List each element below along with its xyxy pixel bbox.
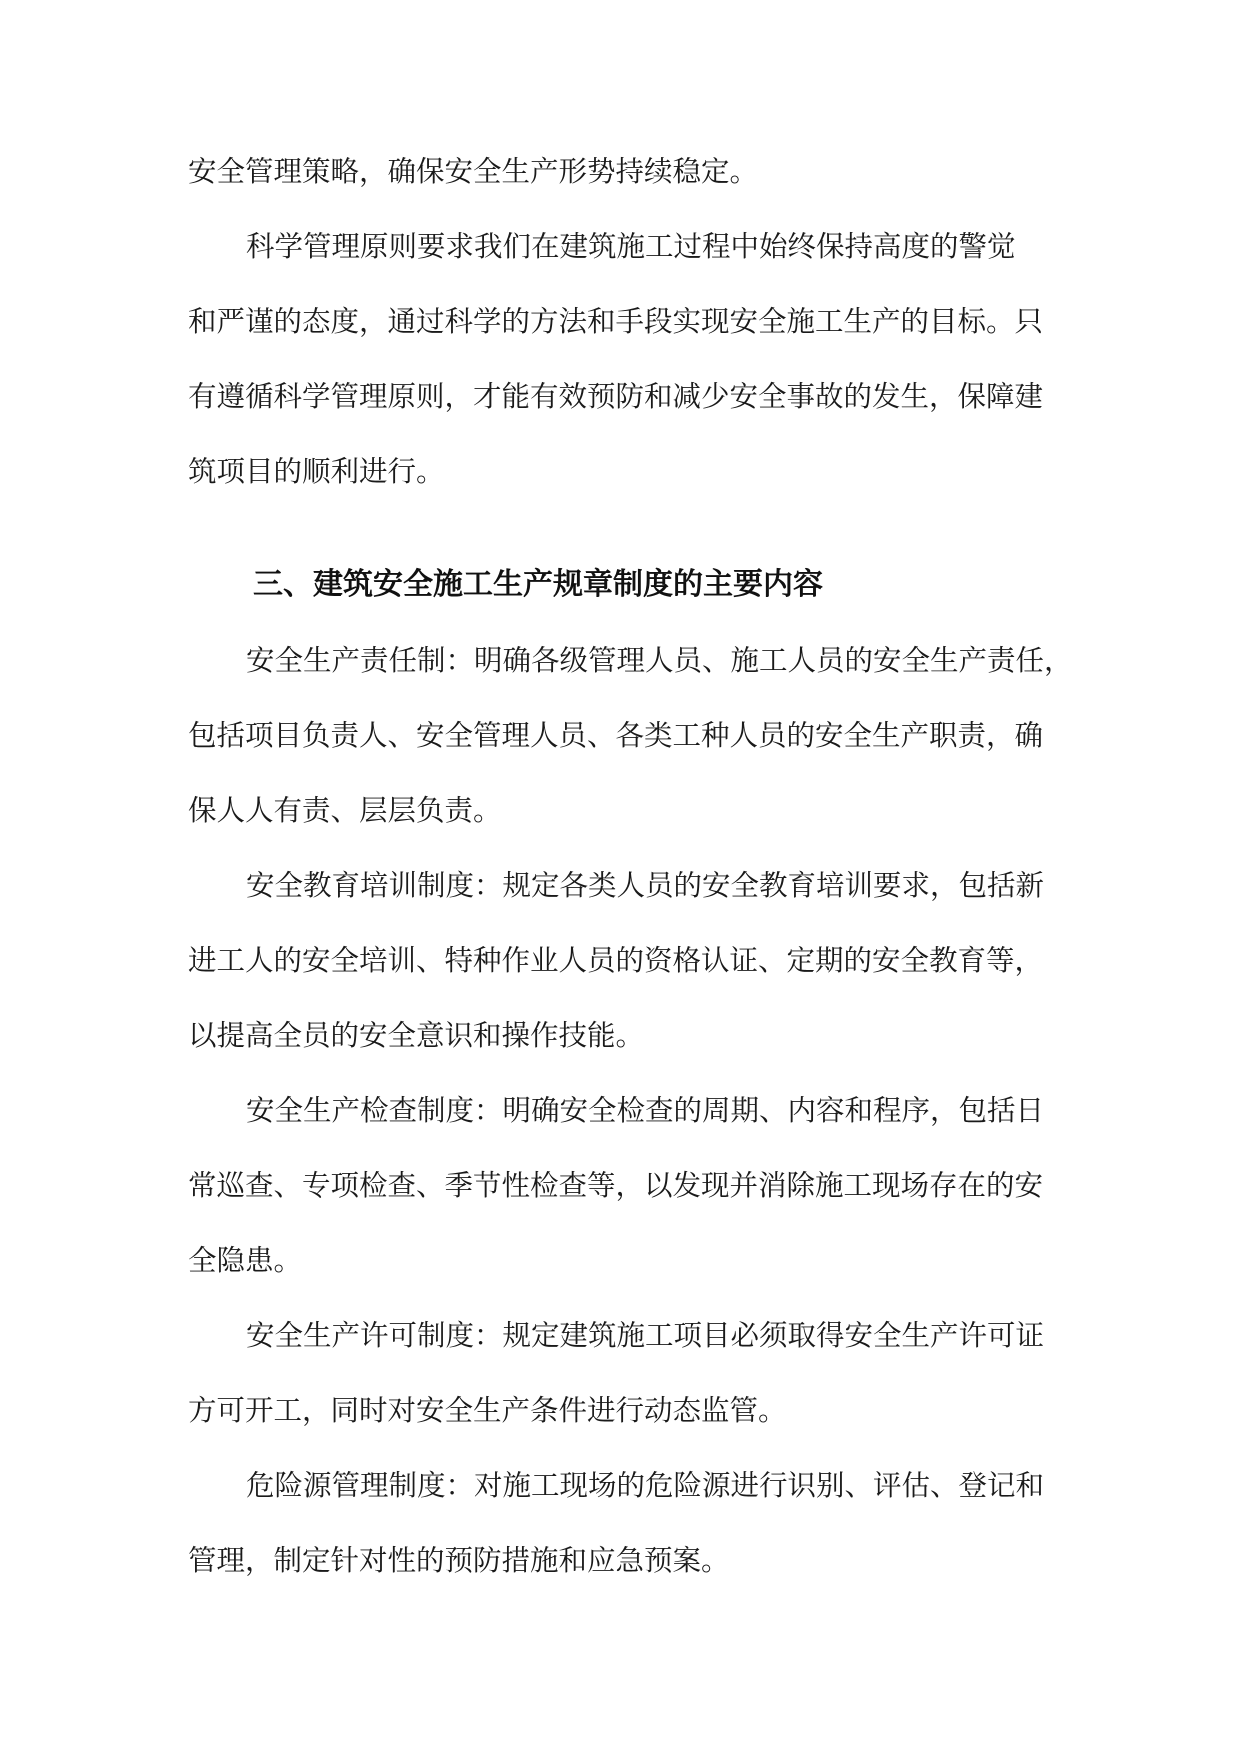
principle-line-1: 科学管理原则要求我们在建筑施工过程中始终保持高度的警觉: [246, 230, 1016, 263]
principle-line-3: 有遵循科学管理原则，才能有效预防和减少安全事故的发生，保障建: [188, 380, 1044, 413]
principle-line-4: 筑项目的顺利进行。: [188, 455, 445, 488]
training-line-2: 进工人的安全培训、特种作业人员的资格认证、定期的安全教育等，: [188, 944, 1044, 977]
license-line-1: 安全生产许可制度：规定建筑施工项目必须取得安全生产许可证: [246, 1319, 1045, 1352]
inspection-line-2: 常巡查、专项检查、季节性检查等，以发现并消除施工现场存在的安: [188, 1169, 1044, 1202]
inspection-line-3: 全隐患。: [188, 1244, 303, 1277]
inspection-line-1: 安全生产检查制度：明确安全检查的周期、内容和程序，包括日: [246, 1094, 1045, 1127]
responsibility-line-1: 安全生产责任制：明确各级管理人员、施工人员的安全生产责任，: [246, 644, 1073, 677]
responsibility-line-2: 包括项目负责人、安全管理人员、各类工种人员的安全生产职责，确: [188, 719, 1044, 752]
hazard-line-2: 管理，制定针对性的预防措施和应急预案。: [188, 1544, 730, 1577]
training-line-1: 安全教育培训制度：规定各类人员的安全教育培训要求，包括新: [246, 869, 1045, 902]
responsibility-line-3: 保人人有责、层层负责。: [188, 794, 502, 827]
principle-line-2: 和严谨的态度，通过科学的方法和手段实现安全施工生产的目标。只: [188, 305, 1044, 338]
training-line-3: 以提高全员的安全意识和操作技能。: [188, 1019, 645, 1052]
hazard-line-1: 危险源管理制度：对施工现场的危险源进行识别、评估、登记和: [246, 1469, 1045, 1502]
section-heading: 三、建筑安全施工生产规章制度的主要内容: [253, 567, 823, 602]
intro-line-1: 安全管理策略，确保安全生产形势持续稳定。: [188, 155, 759, 188]
license-line-2: 方可开工，同时对安全生产条件进行动态监管。: [188, 1394, 787, 1427]
